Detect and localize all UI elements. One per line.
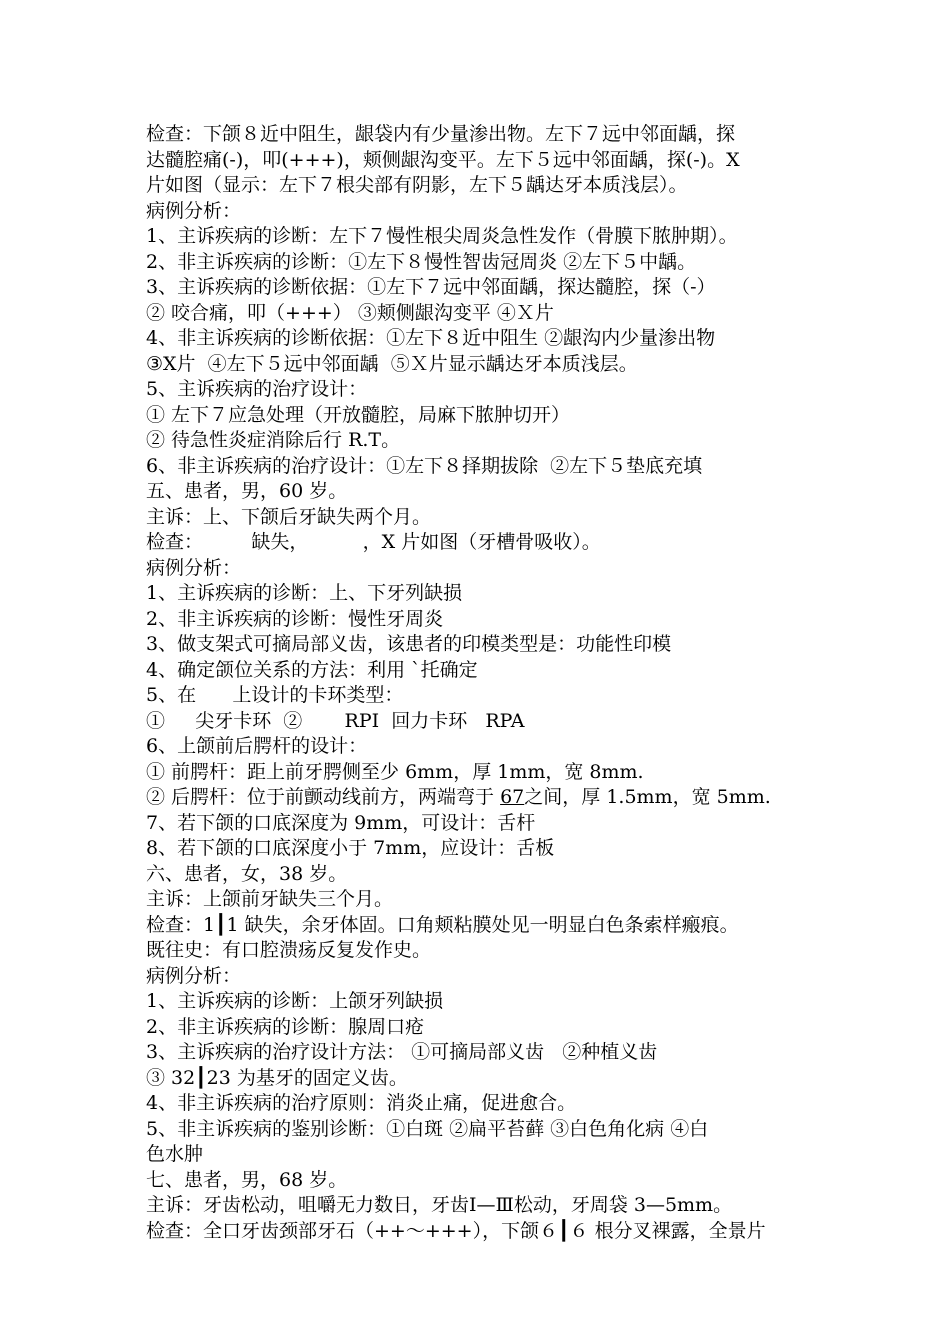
text-line-rear-bar xyxy=(146,785,836,811)
text-line: 6、上颌前后腭杆的设计： xyxy=(146,735,368,757)
text-line: 既往史：有口腔溃疡反复发作史。 xyxy=(146,939,432,961)
text-line: 检查：下颌８近中阻生，龈袋内有少量渗出物。左下７远中邻面龋，探 xyxy=(146,123,736,145)
text-line: 2、非主诉疾病的诊断：腺周口疮 xyxy=(146,1015,425,1038)
text-line: 4、非主诉疾病的治疗原则：消炎止痛，促进愈合。 xyxy=(146,1092,577,1114)
text-line: 检查： 缺失， ，X 片如图（牙槽骨吸收）。 xyxy=(146,531,601,553)
text-line: 8、若下颌的口底深度小于 7mm，应设计：舌板 xyxy=(146,837,555,859)
text-line: 2、非主诉疾病的诊断：慢性牙周炎 xyxy=(146,607,444,630)
rear-bar-underlined-teeth: 67 xyxy=(500,786,525,808)
text-line: 达髓腔痛(-)，叩(+++)，颊侧龈沟变平。左下５远中邻面龋，探(-)。X xyxy=(146,148,740,171)
case-heading: 六、患者，女，38 岁。 xyxy=(146,862,348,885)
text-line: ② 待急性炎症消除后行 R.T。 xyxy=(146,429,401,451)
text-line: 3、主诉疾病的诊断依据：①左下７远中邻面龋，探达髓腔，探（-） xyxy=(146,276,716,298)
text-line: 片如图（显示：左下７根尖部有阴影，左下５龋达牙本质浅层）。 xyxy=(146,174,688,196)
section-heading: 病例分析： xyxy=(146,964,242,987)
rear-bar-text-after: 之间，厚 1.5mm，宽 5mm. xyxy=(524,786,771,808)
section-heading: 病例分析： xyxy=(146,556,242,579)
text-line: 主诉：上、下颌后牙缺失两个月。 xyxy=(146,505,432,528)
text-line: 2、非主诉疾病的诊断：①左下８慢性智齿冠周炎 ②左下５中龋。 xyxy=(146,250,697,273)
text-line: 1、主诉疾病的诊断：左下７慢性根尖周炎急性发作（骨膜下脓肿期）。 xyxy=(146,225,738,247)
text-line: 1、主诉疾病的诊断：上颌牙列缺损 xyxy=(146,990,444,1012)
text-line: 1、主诉疾病的诊断：上、下牙列缺损 xyxy=(146,582,463,604)
case-heading: 五、患者，男，60 岁。 xyxy=(146,480,348,502)
text-line: ② 咬合痛，叩（+++） ③颊侧龈沟变平 ④Ｘ片 xyxy=(146,301,554,324)
rear-bar-text-before: ② 后腭杆：位于前颤动线前方，两端弯于 xyxy=(146,786,501,808)
text-line: 7、若下颌的口底深度为 9mm，可设计：舌杆 xyxy=(146,811,536,834)
text-line: 检查：全口牙齿颈部牙石（++～+++），下颌６┃６ 根分叉裸露，全景片 xyxy=(146,1219,766,1242)
text-line: ① 前腭杆：距上前牙腭侧至少 6mm，厚 1mm，宽 8mm. xyxy=(146,760,644,783)
text-line: 4、非主诉疾病的诊断依据：①左下８近中阻生 ②龈沟内少量渗出物 xyxy=(146,327,716,349)
text-line: 主诉：上颌前牙缺失三个月。 xyxy=(146,888,394,910)
text-line: 5、主诉疾病的治疗设计： xyxy=(146,378,368,400)
text-line: 检查：1┃1 缺失，余牙体固。口角颊粘膜处见一明显白色条索样瘢痕。 xyxy=(146,913,739,936)
text-line: 5、非主诉疾病的鉴别诊断：①白斑 ②扁平苔藓 ③白色角化病 ④白 xyxy=(146,1117,709,1140)
section-heading: 病例分析： xyxy=(146,199,242,222)
text-line: 4、确定颌位关系的方法：利用 `托确定 xyxy=(146,658,478,681)
case-heading: 七、患者，男，68 岁。 xyxy=(146,1168,348,1191)
document-page xyxy=(146,122,836,1244)
text-line: 5、在 上设计的卡环类型： xyxy=(146,684,404,706)
text-line: ① 尖牙卡环 ② RPI 回力卡环 RPA xyxy=(146,709,525,732)
text-line: ③ 32┃23 为基牙的固定义齿。 xyxy=(146,1066,408,1089)
text-line: 主诉：牙齿松动，咀嚼无力数日，牙齿Ⅰ—Ⅲ松动，牙周袋 3—5mm。 xyxy=(146,1194,733,1216)
text-line: 色水肿 xyxy=(146,1143,204,1165)
text-line: ③X片 ④左下５远中邻面龋 ⑤Ｘ片显示龋达牙本质浅层。 xyxy=(146,352,638,375)
text-line: 3、做支架式可摘局部义齿，该患者的印模类型是：功能性印模 xyxy=(146,633,672,655)
text-line: 6、非主诉疾病的治疗设计：①左下８择期拔除 ②左下５垫底充填 xyxy=(146,454,703,477)
text-line: ① 左下７应急处理（开放髓腔，局麻下脓肿切开） xyxy=(146,403,571,426)
text-line: 3、主诉疾病的治疗设计方法： ①可摘局部义齿 ②种植义齿 xyxy=(146,1041,658,1063)
